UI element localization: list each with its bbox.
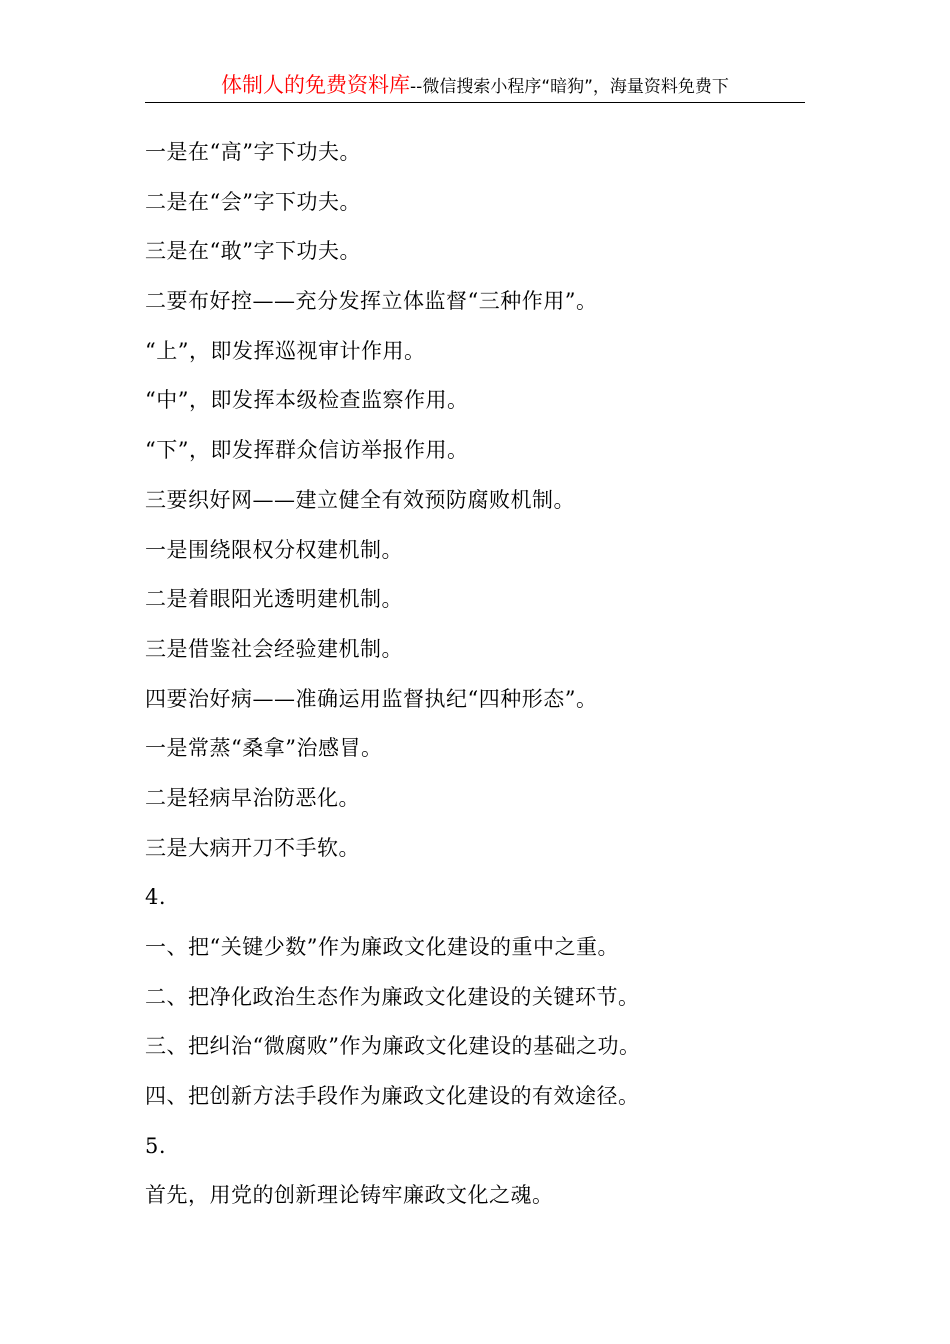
paragraph-line: 四、把创新方法手段作为廉政文化建设的有效途径。 bbox=[145, 1084, 640, 1109]
document-body bbox=[145, 128, 825, 1221]
paragraph-line: 首先，用党的创新理论铸牢廉政文化之魂。 bbox=[145, 1183, 554, 1208]
page-header bbox=[145, 70, 805, 103]
header-brand: 体制人的免费资料库 bbox=[221, 73, 411, 97]
paragraph-line: 一是在“高”字下功夫。 bbox=[145, 140, 361, 164]
paragraph-line: 三、把纠治“微腐败”作为廉政文化建设的基础之功。 bbox=[145, 1034, 641, 1059]
paragraph-line: “上”，即发挥巡视审计作用。 bbox=[145, 338, 426, 363]
paragraph-line: 二是在“会”字下功夫。 bbox=[145, 189, 361, 214]
header-description: --微信搜索小程序“暗狗”，海量资料免费下 bbox=[410, 77, 729, 97]
paragraph-line: 二、把净化政治生态作为廉政文化建设的关键环节。 bbox=[145, 984, 640, 1009]
paragraph-line: 二是轻病早治防恶化。 bbox=[145, 785, 360, 810]
paragraph-line: 三要织好网——建立健全有效预防腐败机制。 bbox=[145, 487, 575, 512]
paragraph-line: 二要布好控——充分发挥立体监督“三种作用”。 bbox=[145, 289, 598, 314]
section-number: 5. bbox=[145, 1133, 167, 1158]
paragraph-line: 三是大病开刀不手软。 bbox=[145, 835, 360, 860]
paragraph-line: 一是围绕限权分权建机制。 bbox=[145, 537, 403, 562]
paragraph-line: 一、把“关键少数”作为廉政文化建设的重中之重。 bbox=[145, 935, 619, 959]
paragraph-line: “下”，即发挥群众信访举报作用。 bbox=[145, 438, 469, 463]
paragraph-line: “中”，即发挥本级检查监察作用。 bbox=[145, 388, 469, 413]
paragraph-line: 三是借鉴社会经验建机制。 bbox=[145, 636, 403, 661]
paragraph-line: 三是在“敢”字下功夫。 bbox=[145, 239, 361, 264]
paragraph-line: 四要治好病——准确运用监督执纪“四种形态”。 bbox=[145, 686, 598, 711]
paragraph-line: 一是常蒸“桑拿”治感冒。 bbox=[145, 736, 383, 761]
paragraph-line: 二是着眼阳光透明建机制。 bbox=[145, 587, 403, 612]
section-number: 4. bbox=[145, 885, 167, 910]
